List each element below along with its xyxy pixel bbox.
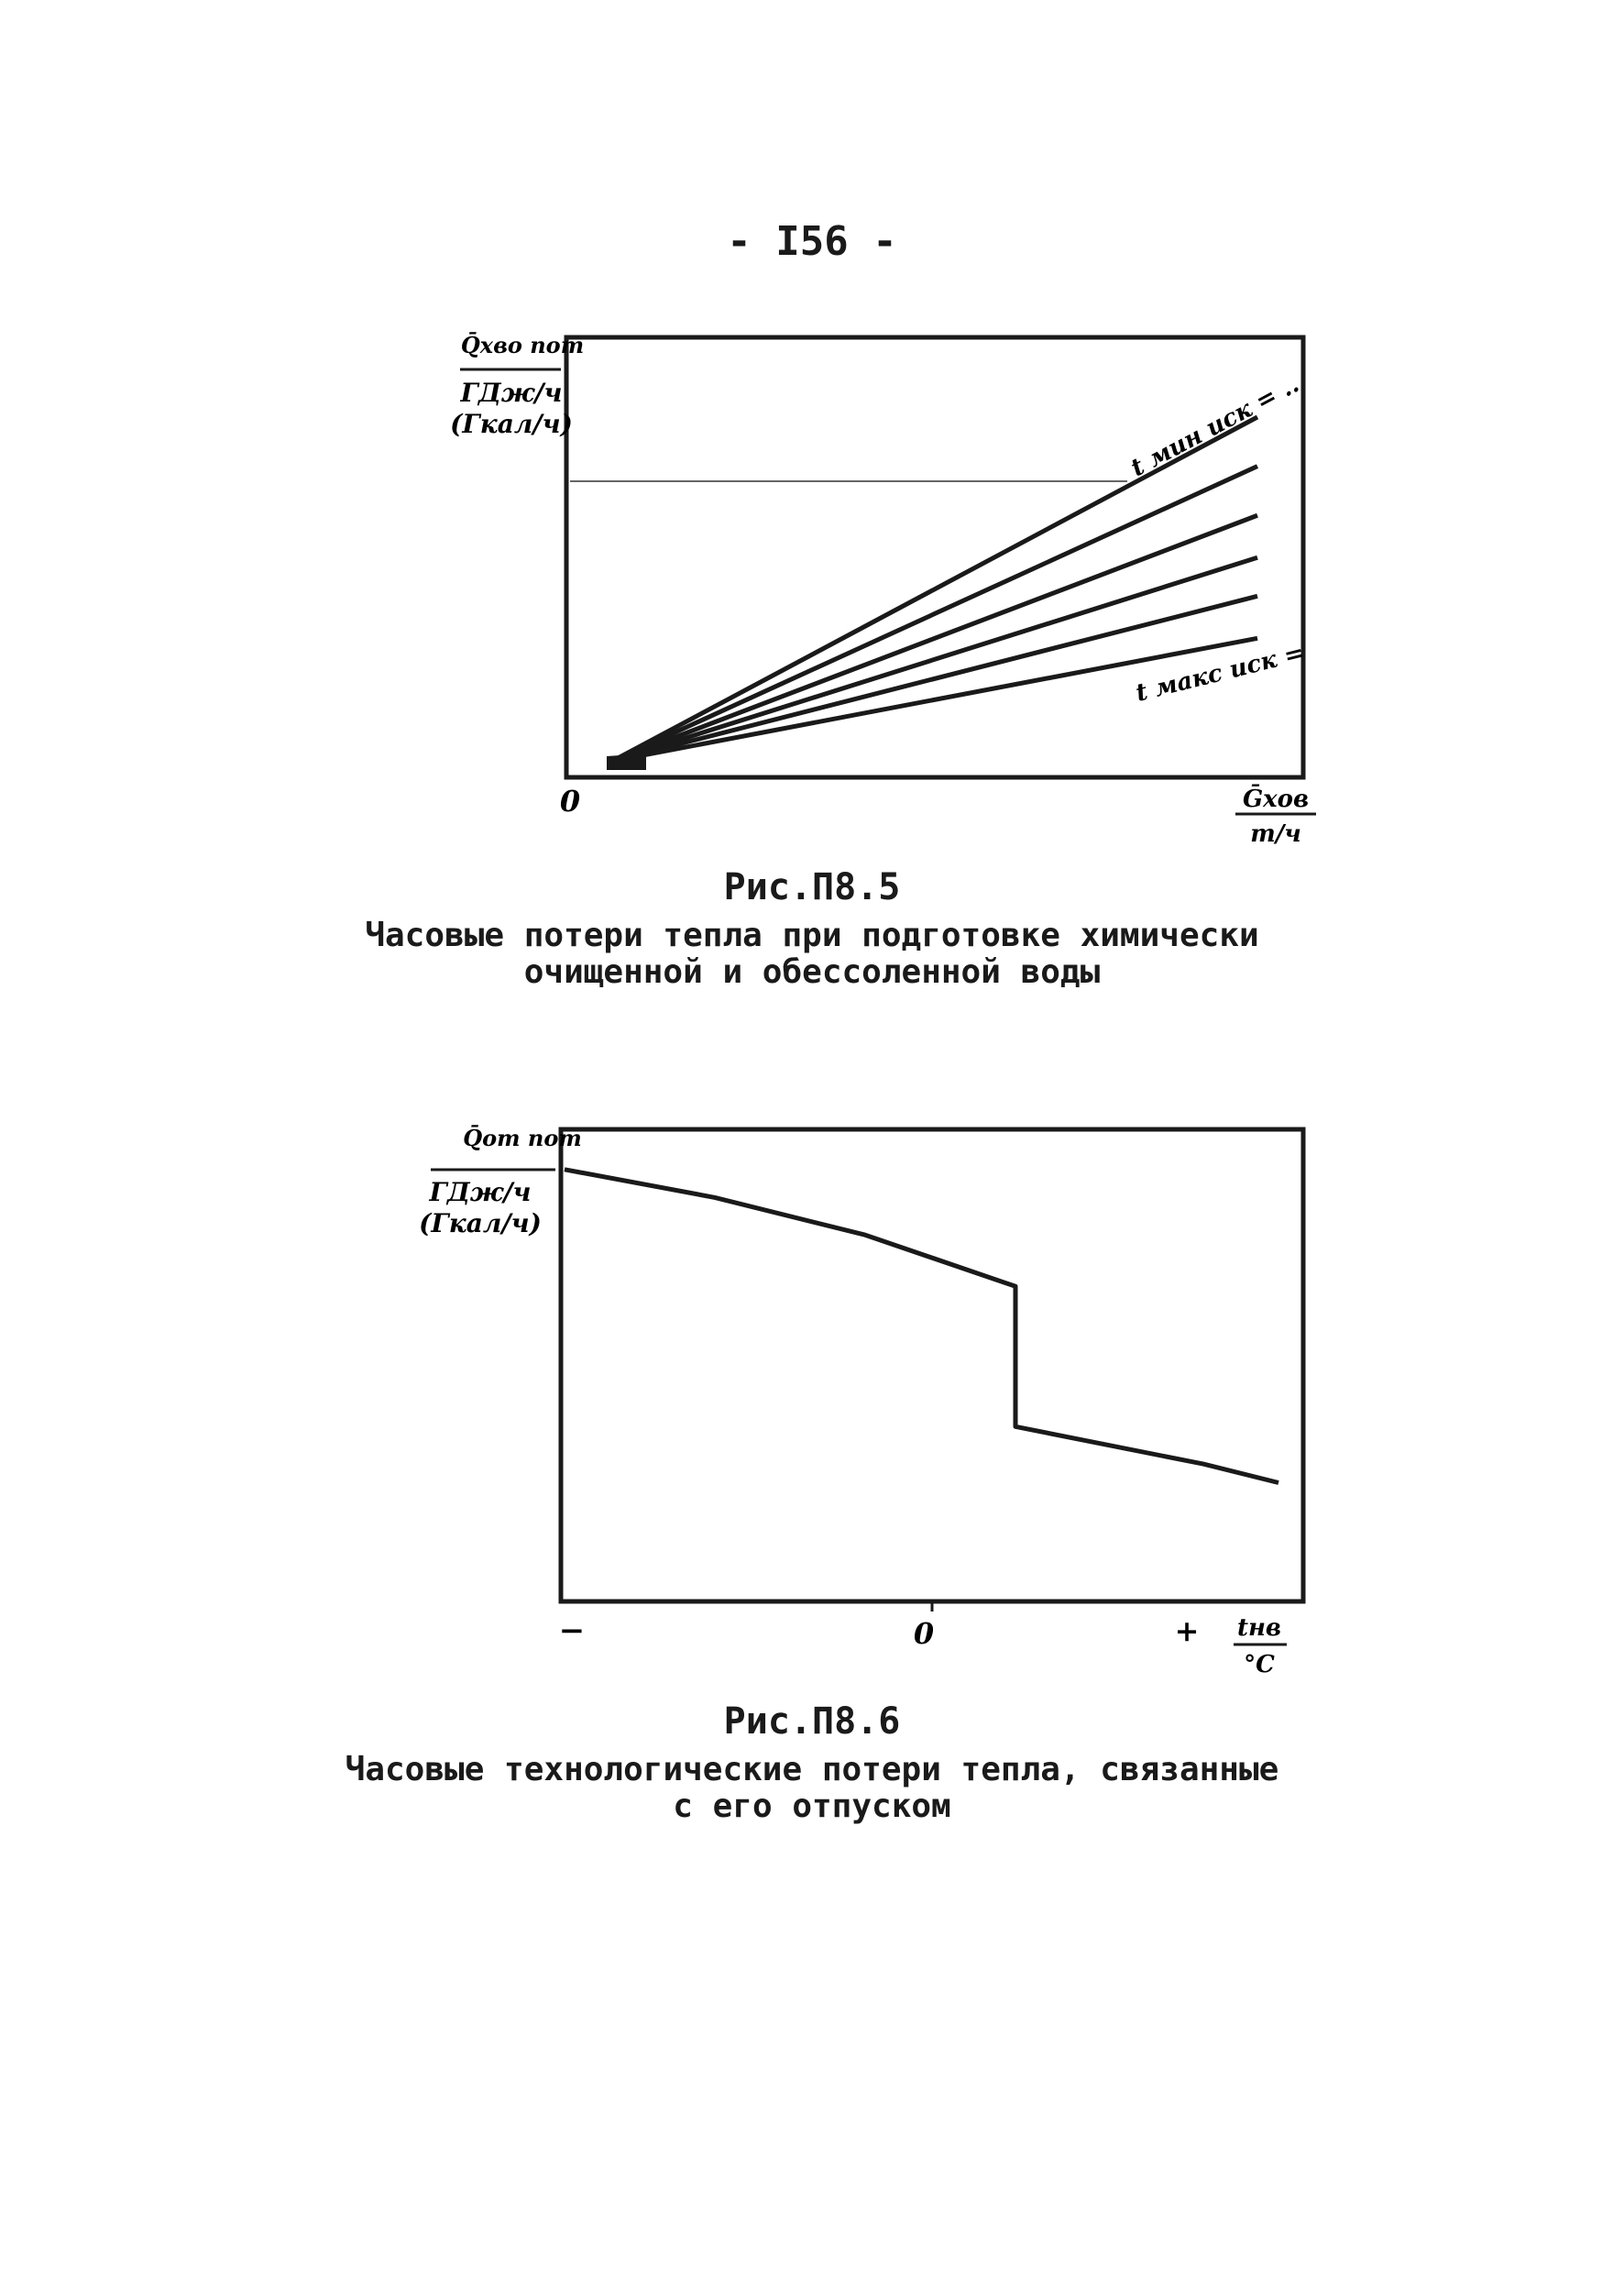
figure-5-chart — [450, 332, 1316, 848]
figure-6-x-label: tнв — [1236, 1614, 1282, 1642]
figure-5-frame — [566, 337, 1303, 777]
figure-5-origin-mark — [607, 754, 646, 770]
figure-6-y-unit-1: ГДж/ч — [429, 1177, 532, 1207]
figure-5-caption-line-2: очищенной и обессоленной воды — [523, 953, 1101, 991]
figure-6-y-unit-2: (Гкал/ч) — [419, 1208, 542, 1238]
figure-6-series-group — [565, 1170, 1278, 1483]
figure-6-caption-line-1: Часовые технологические потери тепла, связанные — [345, 1751, 1279, 1788]
page-number: - I56 - — [727, 218, 897, 265]
figure-5-curve-label-max: t макс иск = — [1133, 639, 1308, 708]
figure-6-x-plus: + — [1174, 1613, 1200, 1648]
figure-5-caption-line-1: Часовые потери тепла при подготовке химически — [365, 917, 1259, 954]
figure-5-x-unit: т/ч — [1250, 820, 1301, 848]
figure-5-y-label: Q̄хво пот — [460, 332, 585, 358]
figure-6-frame — [561, 1129, 1303, 1601]
figure-5-curve-label-min: t мин иск = .. — [1126, 370, 1304, 483]
figure-6-series-line-1 — [565, 1170, 1278, 1483]
figure-6-caption-line-2: с его отпуском — [673, 1788, 951, 1825]
figure-5-x-origin: 0 — [559, 784, 581, 819]
figure-5-series-line-2 — [612, 467, 1257, 762]
figure-5-y-unit-1: ГДж/ч — [460, 378, 563, 408]
figure-6-y-label: Q̄от пот — [463, 1125, 582, 1151]
figure-6-chart — [419, 1125, 1303, 1678]
figure-5-caption-number: Рис.П8.5 — [723, 866, 901, 908]
figure-5-x-label: Ḡхов — [1242, 786, 1310, 813]
figure-6-x-zero: 0 — [913, 1616, 935, 1651]
figure-5-series-line-3 — [612, 515, 1257, 761]
figure-5-y-unit-2: (Гкал/ч) — [450, 409, 573, 439]
figure-6-x-minus: − — [558, 1612, 586, 1649]
figure-6-x-unit: °C — [1244, 1651, 1275, 1678]
figure-6-caption-number: Рис.П8.6 — [723, 1700, 901, 1743]
